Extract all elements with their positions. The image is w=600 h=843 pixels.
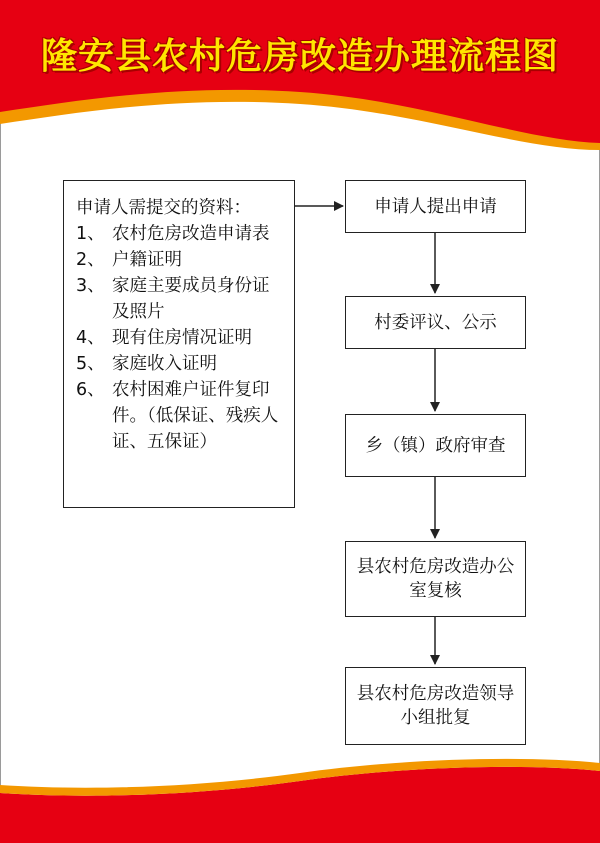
top-banner <box>0 0 600 160</box>
step-village-review-publicity: 村委评议、公示 <box>345 296 526 349</box>
materials-item-text: 现有住房情况证明 <box>112 328 252 348</box>
materials-item <box>76 273 286 325</box>
materials-item-number: 6、 <box>76 380 105 400</box>
page-title: 隆安县农村危房改造办理流程图 <box>40 36 559 77</box>
bottom-banner <box>0 745 600 843</box>
materials-item-number: 5、 <box>76 354 105 374</box>
materials-item-number: 1、 <box>76 224 105 244</box>
materials-item-text: 家庭主要成员身份证及照片 <box>112 276 270 322</box>
materials-item-text: 家庭收入证明 <box>112 354 217 374</box>
materials-list <box>76 221 286 455</box>
materials-item-text: 农村困难户证件复印件。（低保证、残疾人证、五保证） <box>112 380 279 452</box>
materials-item <box>76 325 286 351</box>
step-county-office-recheck: 县农村危房改造办公室复核 <box>345 541 526 617</box>
materials-item-number: 4、 <box>76 328 105 348</box>
step-applicant-submits: 申请人提出申请 <box>345 180 526 233</box>
materials-heading: 申请人需提交的资料： <box>76 198 251 218</box>
materials-item <box>76 377 286 455</box>
materials-item-number: 2、 <box>76 250 105 270</box>
materials-item-number: 3、 <box>76 276 105 296</box>
materials-item <box>76 351 286 377</box>
step-county-leading-group-approval: 县农村危房改造领导小组批复 <box>345 667 526 745</box>
required-materials-box <box>63 180 295 508</box>
materials-item-text: 农村危房改造申请表 <box>112 224 270 244</box>
step-township-government-review: 乡（镇）政府审查 <box>345 414 526 477</box>
materials-item <box>76 247 286 273</box>
materials-item-text: 户籍证明 <box>112 250 182 270</box>
materials-item <box>76 221 286 247</box>
